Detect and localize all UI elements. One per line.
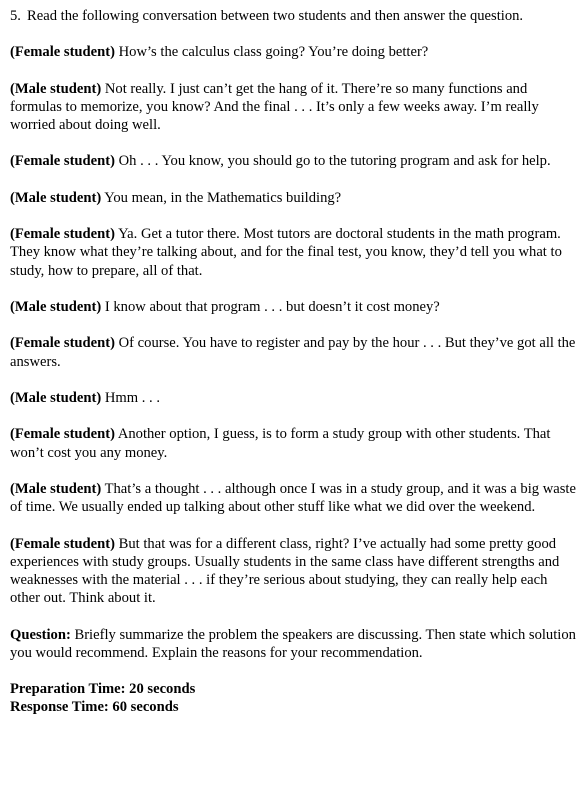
conversation-turn [10,480,578,516]
speaker-label: (Female student) [10,426,115,443]
preparation-time: Preparation Time: 20 seconds [10,681,196,698]
question-label: Question: [10,626,71,643]
conversation-turn [10,425,578,461]
speaker-label: (Female student) [10,335,115,352]
turn-text: That’s a thought . . . although once I was in a study group, and it was a big waste of time. We usually ended up talking about other stuff like what we did over the weekend. [10,480,576,516]
speaker-label: (Female student) [10,44,115,61]
turn-text: I know about that program . . . but doesn’t it cost money? [101,298,440,315]
item-prompt: Read the following conversation between two students and then answer the question. [27,8,524,24]
conversation [10,43,578,607]
speaker-label: (Female student) [10,153,115,170]
item-number: 5. [10,8,21,24]
turn-text: Of course. You have to register and pay by the hour . . . But they’ve got all the answers. [10,335,576,370]
speaker-label: (Male student) [10,80,102,97]
question-text: Briefly summarize the problem the speakers are discussing. Then state which solution you would recommend. Explain the reasons for your recommendation. [10,626,576,661]
turn-text: Oh . . . You know, you should go to the tutoring program and ask for help. [114,153,551,170]
speaker-label: (Male student) [10,298,102,315]
turn-text: But that was for a different class, right? I’ve actually had some pretty good experiences with study groups. Usually students in the same class have different strengths and weaknesses with the material . . . if they’re serious about studying, they can really help each other out. Think about it. [10,535,560,607]
conversation-turn [10,225,578,280]
conversation-turn [10,189,578,207]
conversation-turn [10,298,578,316]
turn-text: Not really. I just can’t get the hang of it. There’re so many functions and formulas to memorize, you know? And the final . . . It’s only a few weeks away. I’m really worried about doing well. [10,80,539,133]
turn-text: Another option, I guess, is to form a study group with other students. That won’t cost you any money. [10,426,551,461]
turn-text: Hmm . . . [101,389,160,406]
conversation-turn [10,389,578,407]
speaker-label: (Male student) [10,189,102,206]
conversation-turn [10,43,578,61]
conversation-turn [10,334,578,370]
conversation-turn [10,535,578,608]
speaker-label: (Male student) [10,389,102,406]
item-header [10,7,578,25]
turn-text: How’s the calculus class going? You’re doing better? [114,44,429,61]
conversation-turn [10,152,578,170]
response-time: Response Time: 60 seconds [10,699,179,716]
question [10,626,578,662]
speaker-label: (Female student) [10,226,115,243]
turn-text: You mean, in the Mathematics building? [101,189,342,206]
turn-text: Ya. Get a tutor there. Most tutors are doctoral students in the math program. They know what they’re talking about, and for the final test, you know, they’d tell you what to study, how to prepare, all of that. [10,226,562,279]
speaker-label: (Female student) [10,535,115,552]
conversation-turn [10,80,578,135]
speaker-label: (Male student) [10,480,102,497]
